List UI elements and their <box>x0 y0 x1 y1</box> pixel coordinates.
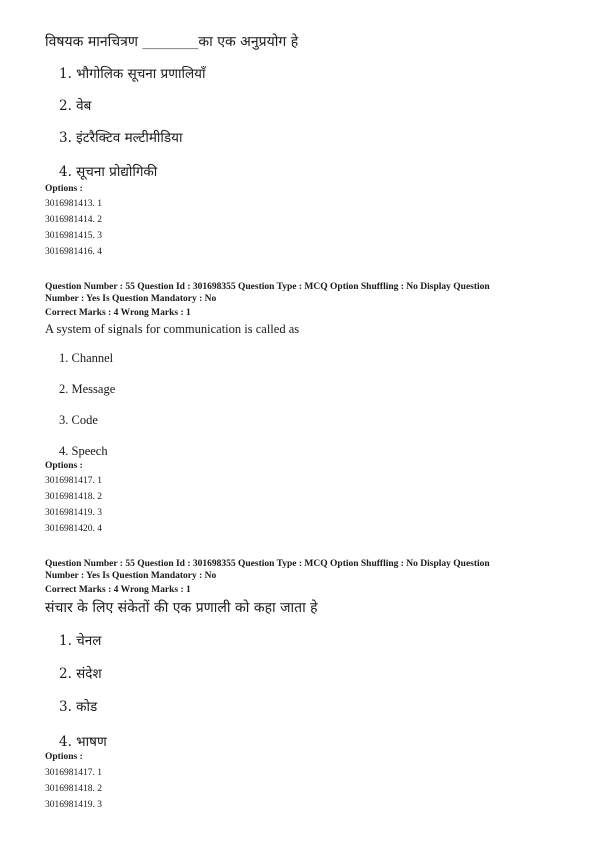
question-meta-line2: Number : Yes Is Question Mandatory : No <box>45 571 217 581</box>
question-text: संचार के लिए संकेतों की एक प्रणाली को कहा जाता हे <box>45 600 318 616</box>
option-id: 3016981415. 3 <box>45 231 102 241</box>
option-id: 3016981413. 1 <box>45 199 102 209</box>
question-meta-line2: Number : Yes Is Question Mandatory : No <box>45 294 217 304</box>
choice-2: 2. Message <box>59 382 116 396</box>
question-text: विषयक मानचित्रण ________का एक अनुप्रयोग हे <box>45 34 299 50</box>
option-id: 3016981419. 3 <box>45 800 102 810</box>
option-id: 3016981418. 2 <box>45 492 102 502</box>
question-text: A system of signals for communication is called as <box>45 322 300 336</box>
choice-3: 3. कोड <box>59 699 98 715</box>
choice-4: 4. भाषण <box>59 734 107 750</box>
choice-2: 2. संदेश <box>59 666 102 682</box>
choice-4: 4. Speech <box>59 444 108 458</box>
choice-1: 1. Channel <box>59 351 114 365</box>
option-id: 3016981416. 4 <box>45 247 102 257</box>
question-marks: Correct Marks : 4 Wrong Marks : 1 <box>45 585 191 595</box>
option-id: 3016981417. 1 <box>45 768 102 778</box>
option-id: 3016981417. 1 <box>45 476 102 486</box>
question-marks: Correct Marks : 4 Wrong Marks : 1 <box>45 308 191 318</box>
choice-1: 1. भौगोलिक सूचना प्रणालियाँ <box>59 66 206 82</box>
question-meta-line1: Question Number : 55 Question Id : 301698355 Question Type : MCQ Option Shuffling : No Display Question <box>45 282 490 292</box>
question-meta-line1: Question Number : 55 Question Id : 301698355 Question Type : MCQ Option Shuffling : No Display Question <box>45 559 490 569</box>
choice-3: 3. इंटरैक्टिव मल्टीमीडिया <box>59 130 183 146</box>
choice-3: 3. Code <box>59 413 98 427</box>
choice-1: 1. चेनल <box>59 633 102 649</box>
options-label: Options : <box>45 461 83 471</box>
option-id: 3016981414. 2 <box>45 215 102 225</box>
choice-2: 2. वेब <box>59 98 92 114</box>
options-label: Options : <box>45 184 83 194</box>
choice-4: 4. सूचना प्रोद्योगिकी <box>59 164 158 180</box>
option-id: 3016981419. 3 <box>45 508 102 518</box>
option-id: 3016981420. 4 <box>45 524 102 534</box>
option-id: 3016981418. 2 <box>45 784 102 794</box>
options-label: Options : <box>45 752 83 762</box>
